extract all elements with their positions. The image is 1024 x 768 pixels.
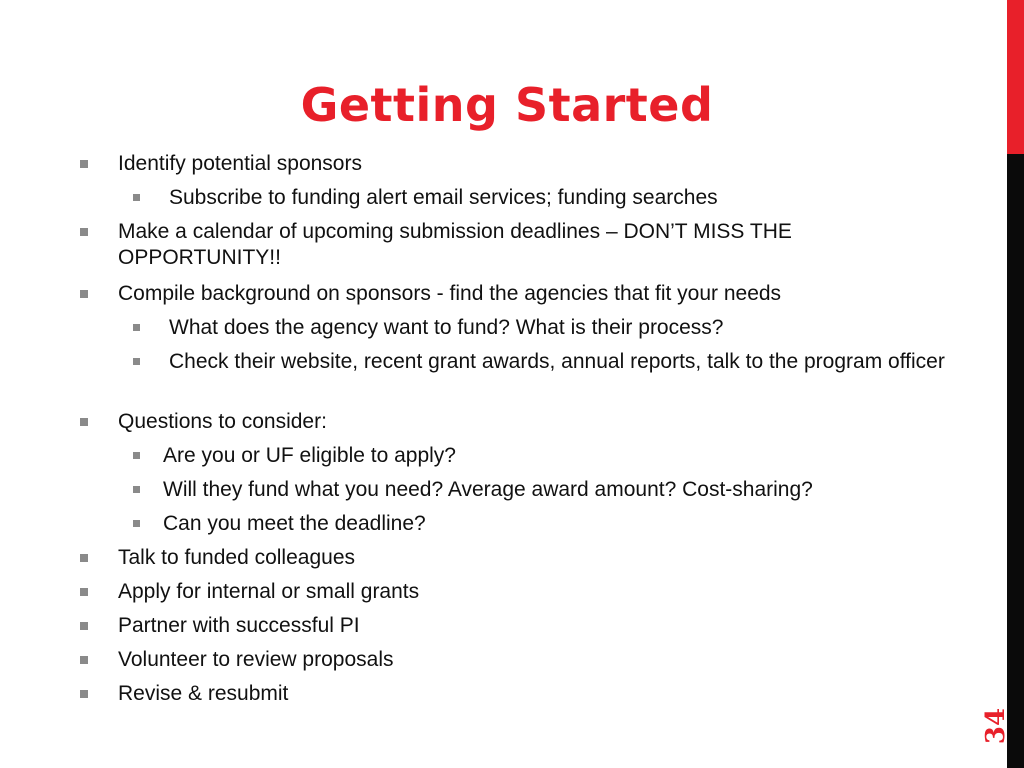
bullet-item (118, 613, 978, 639)
bullet-text: Questions to consider: (118, 410, 327, 433)
square-bullet-icon (133, 194, 140, 201)
bullet-item (169, 349, 959, 375)
bullet-item (163, 477, 973, 503)
square-bullet-icon (80, 690, 88, 698)
bullet-item (118, 681, 978, 707)
bullet-text: Talk to funded colleagues (118, 546, 355, 569)
slide-number: 34 (981, 707, 1011, 745)
bullet-item (118, 219, 958, 271)
bullet-text: Are you or UF eligible to apply? (163, 444, 456, 467)
accent-band-black (1007, 154, 1024, 768)
square-bullet-icon (80, 290, 88, 298)
bullet-text: Can you meet the deadline? (163, 512, 426, 535)
square-bullet-icon (80, 418, 88, 426)
bullet-item (118, 281, 978, 307)
square-bullet-icon (133, 324, 140, 331)
bullet-text: Will they fund what you need? Average award amount? Cost-sharing? (163, 478, 813, 501)
square-bullet-icon (80, 228, 88, 236)
bullet-item (118, 151, 978, 177)
bullet-item (169, 315, 969, 341)
square-bullet-icon (80, 656, 88, 664)
bullet-item (118, 409, 978, 435)
bullet-item (118, 647, 978, 673)
bullet-item (118, 545, 978, 571)
square-bullet-icon (133, 520, 140, 527)
bullet-text: What does the agency want to fund? What is their process? (169, 316, 724, 339)
square-bullet-icon (80, 160, 88, 168)
bullet-item (118, 579, 978, 605)
bullet-text: Subscribe to funding alert email services; funding searches (169, 186, 718, 209)
square-bullet-icon (80, 588, 88, 596)
square-bullet-icon (133, 358, 140, 365)
bullet-text: Revise & resubmit (118, 682, 289, 705)
bullet-item (163, 443, 973, 469)
bullet-text: Volunteer to review proposals (118, 648, 394, 671)
square-bullet-icon (80, 554, 88, 562)
square-bullet-icon (80, 622, 88, 630)
bullet-item (169, 185, 969, 211)
square-bullet-icon (133, 452, 140, 459)
bullet-item (163, 511, 973, 537)
bullet-text: Apply for internal or small grants (118, 580, 420, 603)
square-bullet-icon (133, 486, 140, 493)
bullet-text: Make a calendar of upcoming submission deadlines – DON’T MISS THE OPPORTUNITY!! (118, 220, 792, 269)
bullet-text: Compile background on sponsors - find the agencies that fit your needs (118, 282, 782, 305)
slide-title: Getting Started (300, 78, 714, 132)
bullet-text: Check their website, recent grant awards, annual reports, talk to the program officer (169, 350, 945, 373)
bullet-text: Partner with successful PI (118, 614, 360, 637)
bullet-text: Identify potential sponsors (118, 152, 362, 175)
